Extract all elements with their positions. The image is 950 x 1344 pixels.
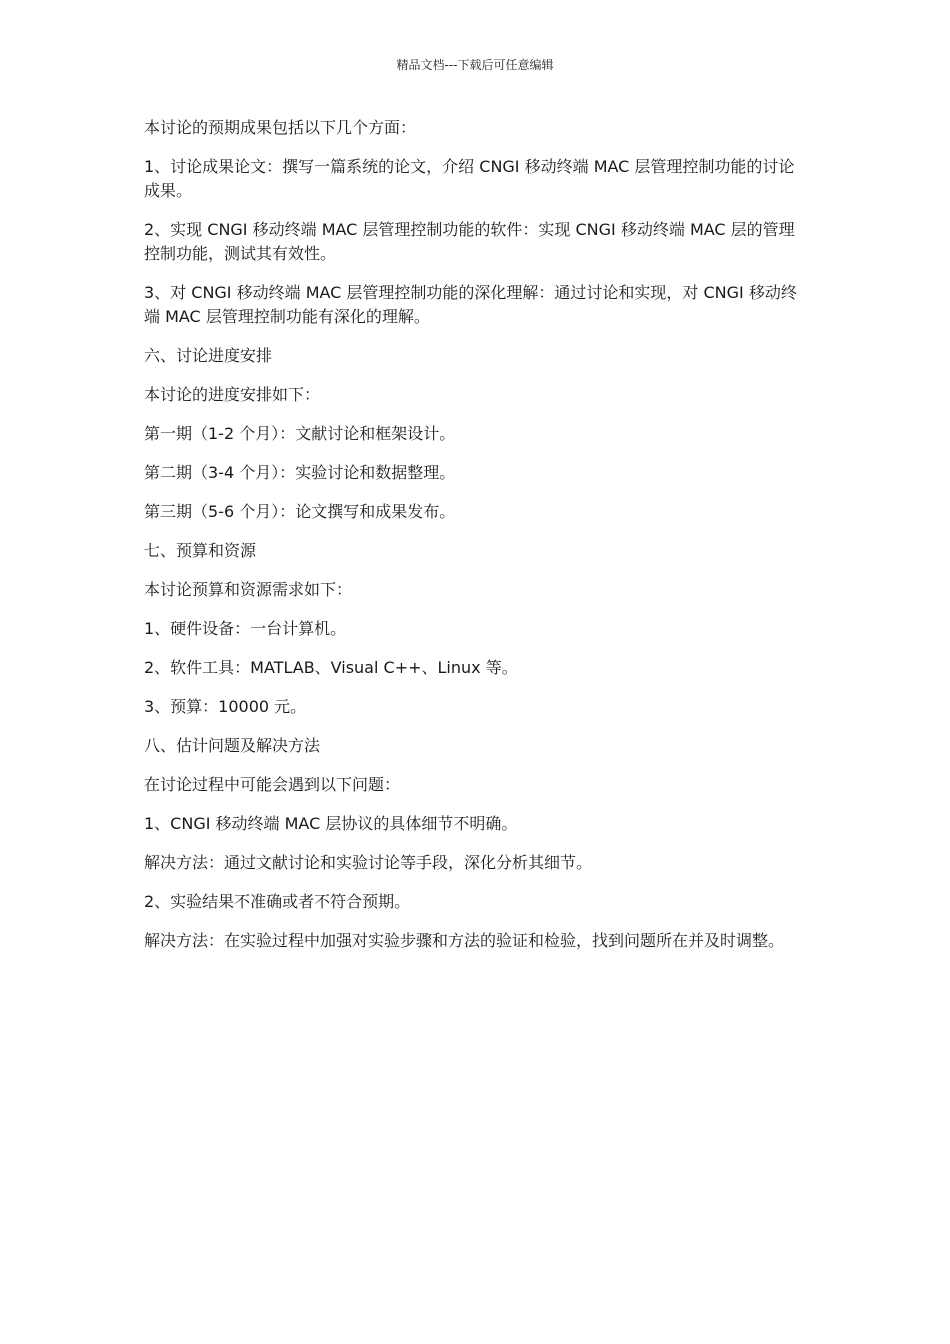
budget-intro: 本讨论预算和资源需求如下：	[144, 580, 353, 599]
problem-item-2: 2、实验结果不准确或者不符合预期。	[144, 892, 411, 911]
solution-item-2: 解决方法：在实验过程中加强对实验步骤和方法的验证和检验，找到问题所在并及时调整。	[144, 931, 785, 950]
problems-intro: 在讨论过程中可能会遇到以下问题：	[144, 775, 401, 794]
solution-item-1: 解决方法：通过文献讨论和实验讨论等手段，深化分析其细节。	[144, 853, 593, 872]
schedule-phase-1: 第一期（1-2 个月）：文献讨论和框架设计。	[144, 424, 456, 443]
budget-item-2: 2、软件工具：MATLAB、Visual C++、Linux 等。	[144, 658, 518, 677]
outcome-item-2: 2、实现 CNGI 移动终端 MAC 层管理控制功能的软件：实现 CNGI 移动终端 MAC 层的管理控制功能，测试其有效性。	[144, 220, 795, 263]
outcome-item-1: 1、讨论成果论文：撰写一篇系统的论文，介绍 CNGI 移动终端 MAC 层管理控制功能的讨论成果。	[144, 157, 795, 200]
budget-item-1: 1、硬件设备：一台计算机。	[144, 619, 347, 638]
schedule-phase-3: 第三期（5-6 个月）：论文撰写和成果发布。	[144, 502, 456, 521]
section-heading-budget: 七、预算和资源	[144, 541, 257, 560]
schedule-phase-2: 第二期（3-4 个月）：实验讨论和数据整理。	[144, 463, 456, 482]
schedule-intro: 本讨论的进度安排如下：	[144, 385, 321, 404]
page-header: 精品文档---下载后可任意编辑	[396, 58, 554, 72]
budget-item-3: 3、预算：10000 元。	[144, 697, 307, 716]
section-heading-problems: 八、估计问题及解决方法	[144, 736, 321, 755]
outcome-item-3: 3、对 CNGI 移动终端 MAC 层管理控制功能的深化理解：通过讨论和实现，对 CNGI 移动终端 MAC 层管理控制功能有深化的理解。	[144, 283, 797, 326]
section-heading-schedule: 六、讨论进度安排	[144, 346, 273, 365]
document-body	[144, 116, 806, 968]
problem-item-1: 1、CNGI 移动终端 MAC 层协议的具体细节不明确。	[144, 814, 518, 833]
intro-paragraph: 本讨论的预期成果包括以下几个方面：	[144, 118, 417, 137]
